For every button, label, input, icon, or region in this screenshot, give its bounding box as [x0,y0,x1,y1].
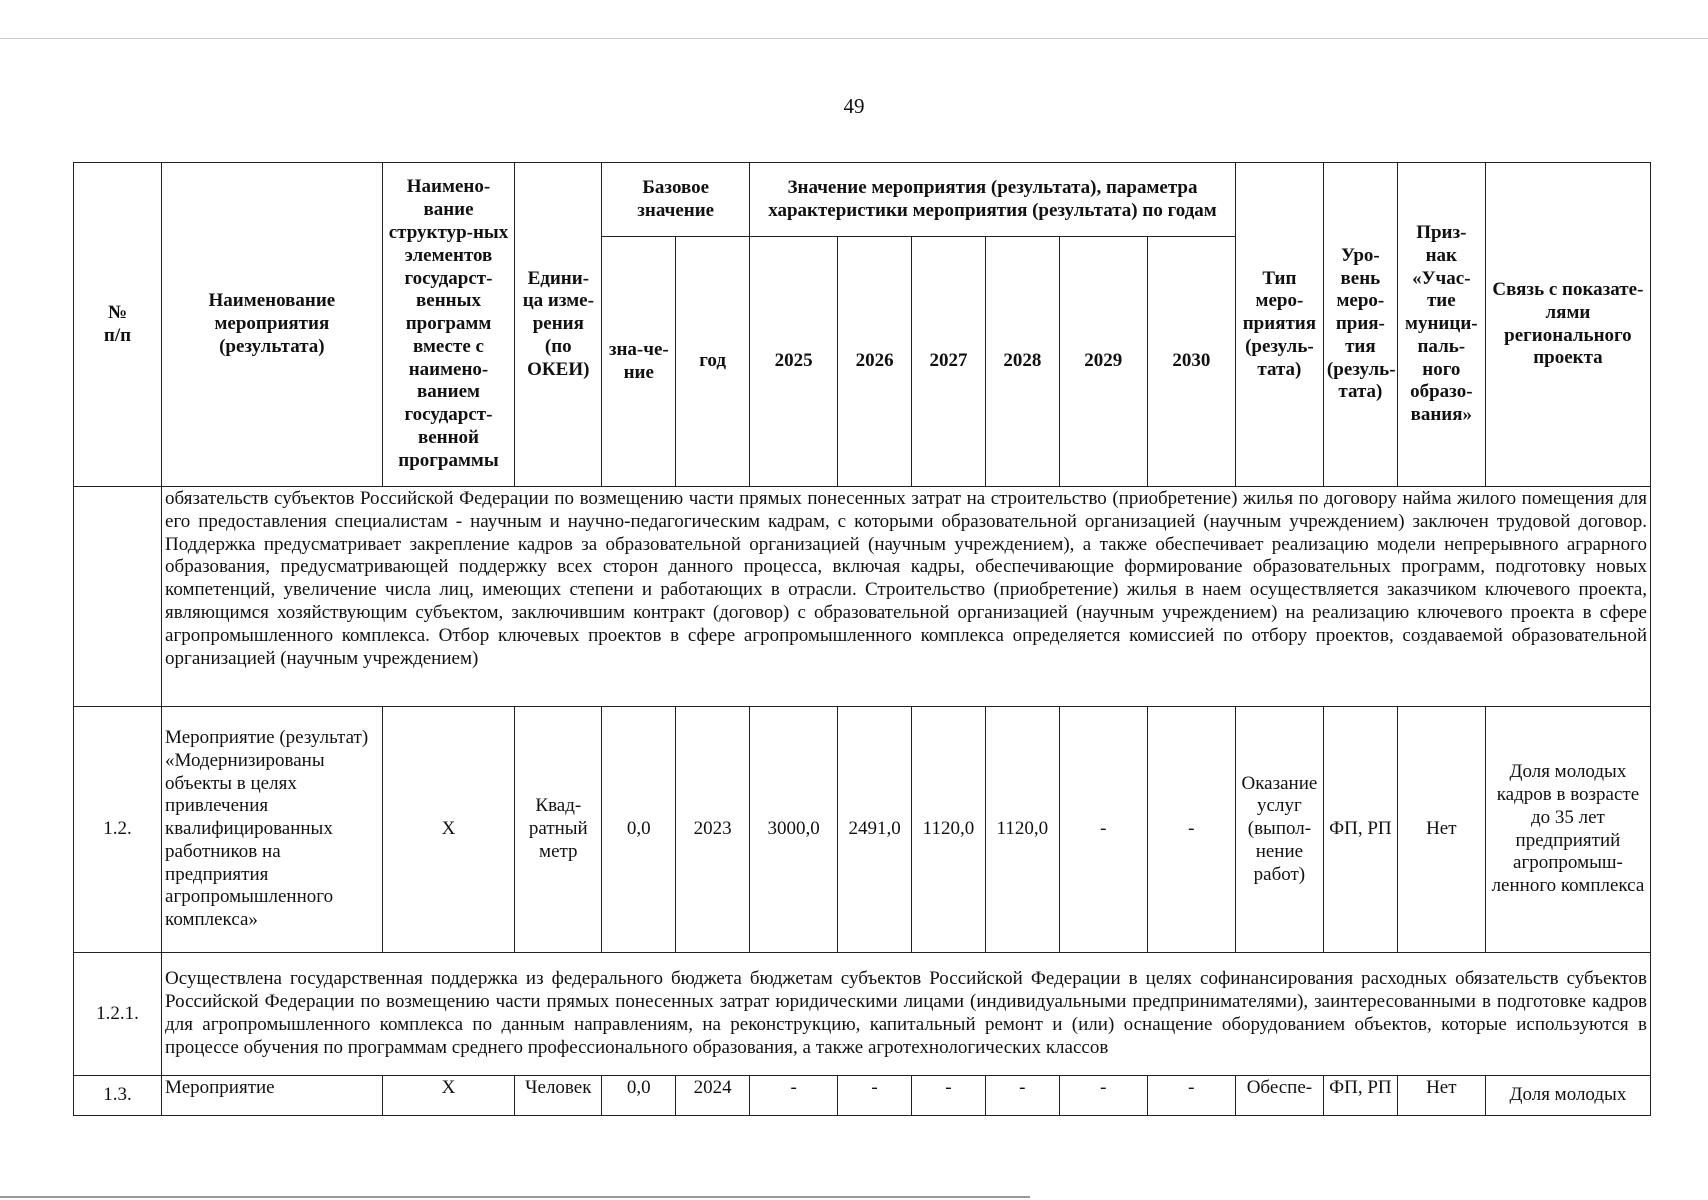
row-1-3-municipal: Нет [1397,1076,1485,1116]
row-1-3-level: ФП, РП [1323,1076,1397,1116]
row-1-2-num: 1.2. [74,707,162,953]
row-num-empty [74,487,162,707]
row-1-3-num: 1.3. [74,1076,162,1116]
header-year-2029: 2029 [1059,237,1147,487]
header-name: Наименование мероприятия (результата) [162,163,383,487]
row-1-2-unit: Квад-ратный метр [515,707,602,953]
row-1-2-1-num: 1.2.1. [74,953,162,1076]
row-1-2-1-text: Осуществлена государственная поддержка из федерального бюджета бюджетам субъектов Российской Федерации в целях софинансирования расходных обязательств субъектов Российской Федерации по возмещению части прямых понесенных затрат юридическими лицами (индивидуальными предпринимателями), заинтересованными в подготовке кадров для агропромышленного комплекса по данным направлениям, на реконструкцию, капитальный ремонт и (или) оснащение оборудованием объектов, которые используются в процессе обучения по программам среднего профессионального образования, а также агротехнологических классов [162,953,1651,1076]
table-row [74,953,1651,1076]
header-values-group: Значение мероприятия (результата), параметра характеристики мероприятия (результата) по годам [750,163,1236,237]
row-1-2-name: Мероприятие (результат) «Модернизированы объекты в целях привлечения квалифицированных работников на предприятия агропромышленного комплекса» [162,707,383,953]
row-1-3-value-2025: - [750,1076,838,1116]
row-1-2-value-2029: - [1059,707,1147,953]
page-number: 49 [843,94,865,118]
header-num: № п/п [74,163,162,487]
row-1-3-name: Мероприятие [162,1076,383,1116]
header-year-2030: 2030 [1147,237,1235,487]
row-1-3-value-2026: - [838,1076,912,1116]
header-year-2027: 2027 [912,237,986,487]
continuation-text: обязательств субъектов Российской Федерации по возмещению части прямых понесенных затрат на строительство (приобретение) жилья по договору найма жилого помещения для его предоставления специалистам - научным и научно-педагогическим кадрам, с которыми образовательной организацией (научным учреждением) заключен трудовой договор. Поддержка предусматривает закрепление кадров за образовательной организацией (научным учреждением), а также обеспечивает реализацию модели непрерывного аграрного образования, предусматривающей поддержку всех сторон данного процесса, включая кадры, обеспечивающие формирование образовательных программ, подготовку новых компетенций, увеличение числа лиц, имеющих степени и работающих в отрасли. Строительство (приобретение) жилья в наем осуществляется заказчиком ключевого проекта, являющимся хозяйствующим субъектом, заключившим контракт (договор) с образовательной организацией (научным учреждением) на реализацию ключевого проекта в сфере агропромышленного комплекса. Отбор ключевых проектов в сфере агропромышленного комплекса определяется комиссией по отбору проектов, создаваемой образовательной организацией (научным учреждением) [162,487,1651,707]
header-structural: Наимено-вание структур-ных элементов государст-венных программ вместе с наимено-ванием государст-венной программы [382,163,515,487]
table-header [74,163,1651,487]
row-1-3-value-2030: - [1147,1076,1235,1116]
scan-top-edge [0,38,1708,39]
program-table [73,162,1651,1116]
row-1-2-level: ФП, РП [1323,707,1397,953]
row-1-2-base-value: 0,0 [602,707,676,953]
row-1-2-value-2028: 1120,0 [985,707,1059,953]
header-year-2025: 2025 [750,237,838,487]
row-1-3-value-2027: - [912,1076,986,1116]
scan-bottom-edge [0,1196,1030,1198]
row-1-2-structural: Х [382,707,515,953]
row-1-3-value-2028: - [985,1076,1059,1116]
table-row [74,707,1651,953]
header-municipal: Приз-нак «Учас-тие муници-паль-ного образо-вания» [1397,163,1485,487]
row-1-2-base-year: 2023 [676,707,750,953]
row-1-3-value-2029: - [1059,1076,1147,1116]
row-1-2-link: Доля молодых кадров в возрасте до 35 лет предприятий агропромыш-ленного комплекса [1485,707,1650,953]
header-base: Базовое значение [602,163,750,237]
header-base-year: год [676,237,750,487]
row-1-2-type: Оказание услуг (выпол-нение работ) [1235,707,1323,953]
row-1-3-base-year: 2024 [676,1076,750,1116]
row-1-2-municipal: Нет [1397,707,1485,953]
header-base-value: зна-че-ние [602,237,676,487]
row-1-3-link: Доля молодых [1485,1076,1650,1116]
header-link: Связь с показате-лями регионального проекта [1485,163,1650,487]
row-1-3-structural: Х [382,1076,515,1116]
row-1-3-unit: Человек [515,1076,602,1116]
row-1-3-type: Обеспе- [1235,1076,1323,1116]
header-type: Тип меро-приятия (резуль-тата) [1235,163,1323,487]
table-row [74,1076,1651,1116]
row-1-2-value-2030: - [1147,707,1235,953]
header-unit: Едини-ца изме-рения (по ОКЕИ) [515,163,602,487]
header-level: Уро-вень меро-прия-тия (резуль-тата) [1323,163,1397,487]
header-year-2028: 2028 [985,237,1059,487]
table-row [74,487,1651,707]
row-1-2-value-2025: 3000,0 [750,707,838,953]
row-1-3-base-value: 0,0 [602,1076,676,1116]
row-1-2-value-2026: 2491,0 [838,707,912,953]
row-1-2-value-2027: 1120,0 [912,707,986,953]
header-year-2026: 2026 [838,237,912,487]
